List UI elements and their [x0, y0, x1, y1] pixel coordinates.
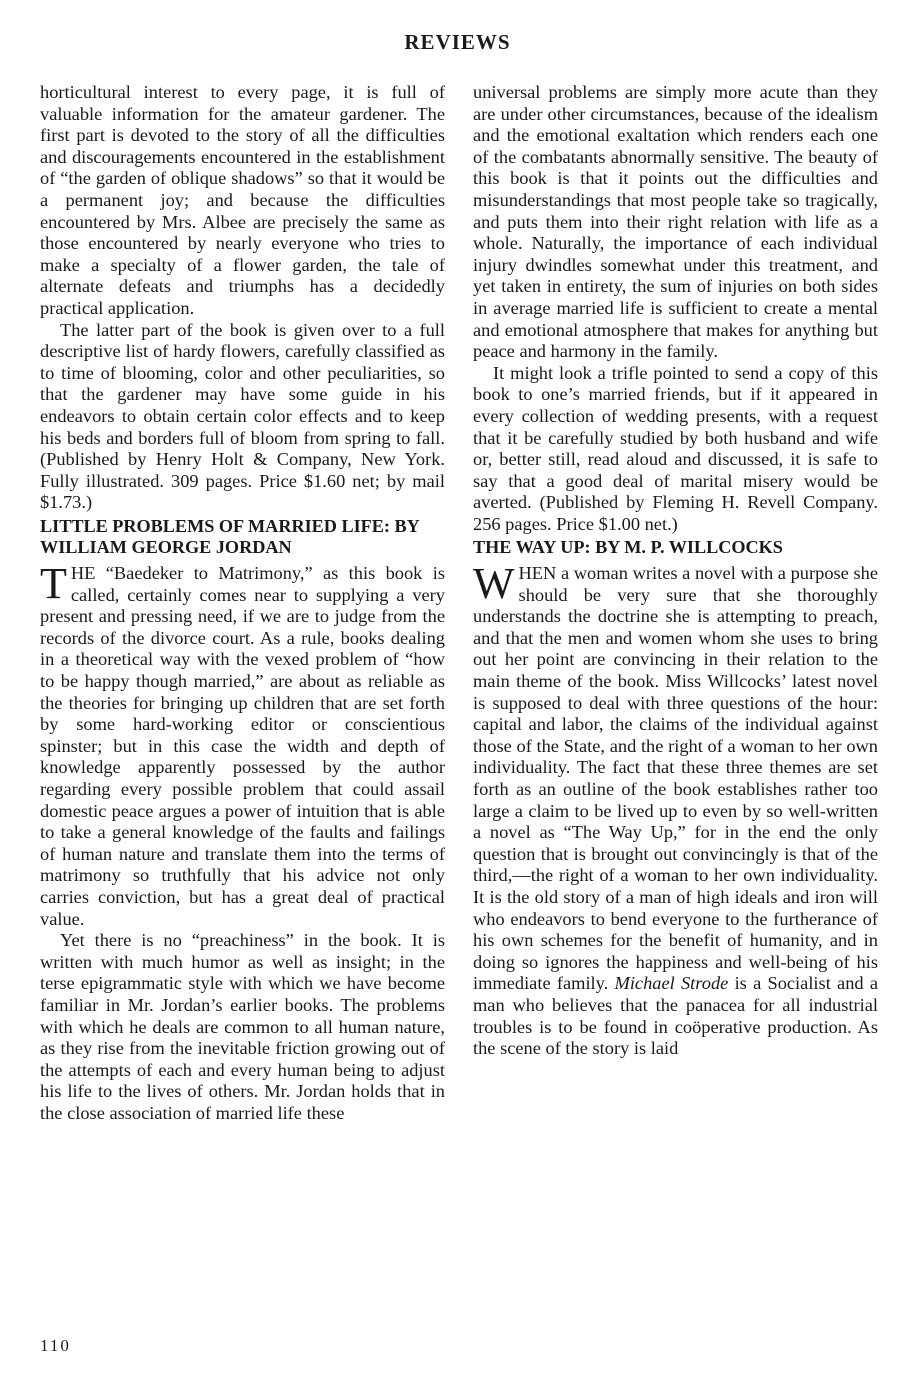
paragraph-text: HE “Baedeker to Matrimony,” as this book is called, certainly comes near to supplying a very present and pressing need, if we are to judge from the records of the divorce court. As a rule, books dealing in a theoretical way with the vexed problem of “how to be happy though married,” are about as reliable as the theories for bringing up children that are set forth by some hard-working editor or conscientious spinster; but in this case the width and depth of knowledge apparently possessed by the author regarding every possible problem that could assail domestic peace argues a power of intuition that is able to take a general knowledge of the faults and failings of human nature and translate them into the terms of matrimony so truthfully that his advice not only carries conviction, but has a great deal of practical value.	[40, 563, 445, 929]
paragraph-text: a woman writes a novel with a purpose she should be very sure that she thoroughly understands the doctrine she is attempting to preach, and that the men and women whom she uses to bring out her point are convincing in their relation to the main theme of the book. Miss Willcocks’ latest novel is supposed to deal with three questions of the hour: capital and labor, the claims of the individual against those of the State, and the right of a woman to her own individuality. The fact that these three themes are set forth as an outline of the book establishes rather too large a claim to be lived up to even by so well-written a novel as “The Way Up,” for in the end the only question that is brought out convincingly is that of the third,—the right of a woman to her own individuality. It is the old story of a man of high ideals and iron will who endeavors to bend everyone to the furtherance of his own schemes for the benefit of humanity, and in doing so ignores the happiness and well-being of his immediate family.	[473, 563, 878, 994]
page-number: 110	[40, 1336, 71, 1355]
drop-cap: W	[473, 559, 515, 609]
paragraph	[40, 559, 445, 930]
review-heading: THE WAY UP: BY M. P. WILLCOCKS	[473, 537, 783, 558]
paragraph-text: is a Socialist and a man who believes that the panacea for all industrial troubles is to be found in coöperative production. As the scene of the story is laid	[473, 973, 878, 1059]
running-header: REVIEWS	[404, 30, 511, 54]
paragraph: Yet there is no “preachiness” in the book. It is written with much humor as well as insight; in the terse epigrammatic style with which we have become familiar in Mr. Jordan’s earlier books. The problems with which he deals are common to all human nature, as they rise from the inevitable friction growing out of the attempts of each and every human being to adjust his life to the lives of others. Mr. Jordan holds that in the close association of married life these	[40, 930, 445, 1123]
drop-cap: T	[40, 559, 67, 609]
character-name: Michael Strode	[614, 973, 729, 994]
right-column	[473, 82, 878, 1060]
left-column	[40, 82, 445, 1125]
paragraph: horticultural interest to every page, it is full of valuable information for the amateur gardener. The first part is devoted to the story of all the difficulties and discouragements encountered in the establishment of “the garden of oblique shadows” so that it would be a permanent joy; and because the difficulties encountered by Mrs. Albee are precisely the same as those encountered by nearly everyone who tries to make a specialty of a flower garden, the tale of alternate defeats and triumphs has a decidedly practical application.	[40, 82, 445, 318]
paragraph: It might look a trifle pointed to send a copy of this book to one’s married friends, but if it appeared in every collection of wedding presents, with a request that it be carefully studied by both husband and wife or, better still, read aloud and discussed, it is safe to say that a good deal of marital misery would be averted. (Published by Fleming H. Revell Company. 256 pages. Price $1.00 net.)	[473, 362, 878, 534]
paragraph: The latter part of the book is given over to a full descriptive list of hardy flowers, carefully classified as to time of blooming, color and other peculiarities, so that the gardener may have some guide in his endeavors to obtain certain color effects and to keep his beds and borders full of bloom from spring to fall. (Published by Henry Holt & Company, New York. Fully illustrated. 309 pages. Price $1.60 net; by mail $1.73.)	[40, 319, 445, 513]
paragraph	[473, 559, 878, 1060]
review-heading: LITTLE PROBLEMS OF MARRIED LIFE: BY WILLIAM GEORGE JORDAN	[40, 515, 420, 558]
paragraph-lead: HEN	[518, 563, 557, 584]
paragraph: universal problems are simply more acute than they are under other circumstances, because of the idealism and the emotional exaltation which renders each one of the combatants abnormally sensitive. The beauty of this book is that it points out the difficulties and misunderstandings that most people take so tragically, and puts them into their right relation with life as a whole. Naturally, the importance of each individual injury dwindles somewhat under this treatment, and yet taken in entirety, the sum of injuries on both sides in average married life is sufficient to create a mental and emotional atmosphere that makes for anything but peace and harmony in the family.	[473, 82, 878, 362]
